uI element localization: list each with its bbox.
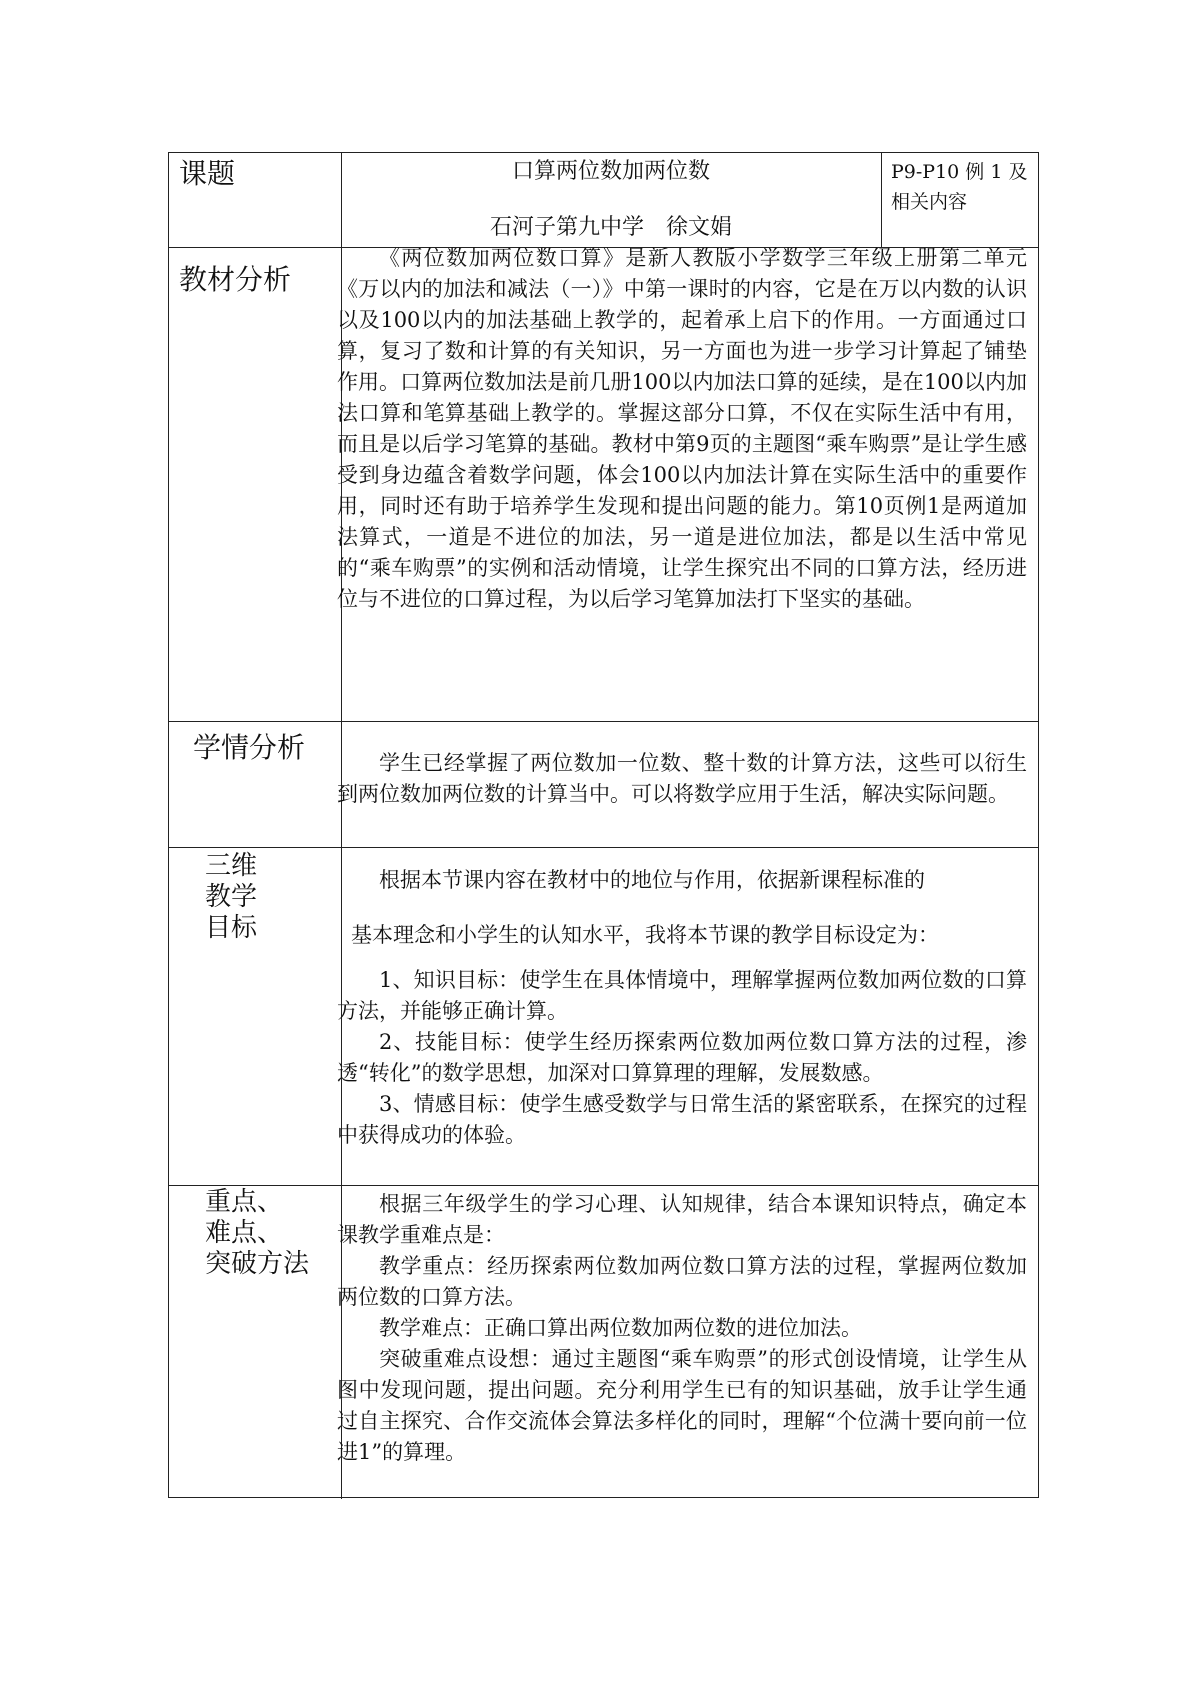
goals-list — [337, 965, 1027, 1151]
goal-knowledge: 1、知识目标：使学生在具体情境中，理解掌握两位数加两位数的口算方法，并能够正确计算。 — [337, 968, 1027, 1023]
goal-skill: 2、技能目标：使学生经历探索两位数加两位数口算方法的过程，渗透“转化”的数学思想，加深对口算算理的理解，发展数感。 — [337, 1030, 1027, 1085]
keypoints-label-line: 难点、 — [205, 1218, 284, 1248]
row-divider — [169, 721, 1038, 722]
lesson-title: 口算两位数加两位数 — [511, 159, 710, 184]
title-label: 课题 — [179, 157, 236, 190]
material-analysis-label: 教材分析 — [179, 263, 292, 296]
student-analysis-label: 学情分析 — [193, 731, 306, 764]
material-analysis-text — [337, 243, 1027, 615]
student-analysis-text — [337, 748, 1027, 810]
column-divider — [881, 153, 882, 247]
teaching-focus: 教学重点：经历探索两位数加两位数口算方法的过程，掌握两位数加两位数的口算方法。 — [337, 1254, 1027, 1309]
keypoints-list — [337, 1189, 1027, 1468]
page-reference: P9-P10 例 1 及相关内容 — [891, 161, 1028, 213]
goals-label-line: 三维 — [205, 851, 258, 881]
goals-intro-line: 基本理念和小学生的认知水平，我将本节课的教学目标设定为： — [351, 923, 939, 947]
goals-label-line: 目标 — [205, 913, 258, 943]
row-divider — [169, 847, 1038, 848]
teaching-difficulty: 教学难点：正确口算出两位数加两位数的进位加法。 — [379, 1316, 862, 1340]
keypoints-label-line: 重点、 — [205, 1187, 284, 1217]
author-line: 石河子第九中学 徐文娟 — [489, 215, 732, 240]
keypoints-label-line: 突破方法 — [205, 1249, 310, 1279]
row-divider — [169, 1185, 1038, 1186]
keypoints-label — [205, 1187, 309, 1280]
goals-intro-line: 根据本节课内容在教材中的地位与作用，依据新课程标准的 — [379, 868, 925, 892]
student-analysis-paragraph: 学生已经掌握了两位数加一位数、整十数的计算方法，这些可以衍生到两位数加两位数的计算当中。可以将数学应用于生活，解决实际问题。 — [337, 751, 1027, 806]
goals-label-line: 教学 — [205, 882, 258, 912]
goals-label — [205, 851, 257, 944]
material-analysis-paragraph: 《两位数加两位数口算》是新人教版小学数学三年级上册第二单元《万以内的加法和减法（一）》中第一课时的内容，它是在万以内数的认识以及100以内的加法基础上教学的，起着承上启下的作用。一方面通过口算，复习了数和计算的有关知识，另一方面也为进一步学习计算起了铺垫作用。口算两位数加法是前几册100以内加法口算的延续，是在100以内加法口算和笔算基础上教学的。掌握这部分口算，不仅在实际生活中有用，而且是以后学习笔算的基础。教材中第9页的主题图“乘车购票”是让学生感受到身边蕴含着数学问题，体会100以内加法计算在实际生活中的重要作用，同时还有助于培养学生发现和提出问题的能力。第10页例1是两道加法算式，一道是不进位的加法，另一道是进位加法，都是以生活中常见的“乘车购票”的实例和活动情境，让学生探究出不同的口算方法，经历进位与不进位的口算过程，为以后学习笔算加法打下坚实的基础。 — [337, 246, 1027, 611]
lesson-plan-table — [168, 152, 1039, 1498]
goal-emotion: 3、情感目标：使学生感受数学与日常生活的紧密联系，在探究的过程中获得成功的体验。 — [337, 1092, 1027, 1147]
breakthrough-plan: 突破重难点设想：通过主题图“乘车购票”的形式创设情境，让学生从图中发现问题，提出问题。充分利用学生已有的知识基础，放手让学生通过自主探究、合作交流体会算法多样化的同时，理解“个位满十要向前一位进1”的算理。 — [337, 1347, 1027, 1464]
keypoints-intro: 根据三年级学生的学习心理、认知规律，结合本课知识特点，确定本课教学重难点是： — [337, 1192, 1027, 1247]
